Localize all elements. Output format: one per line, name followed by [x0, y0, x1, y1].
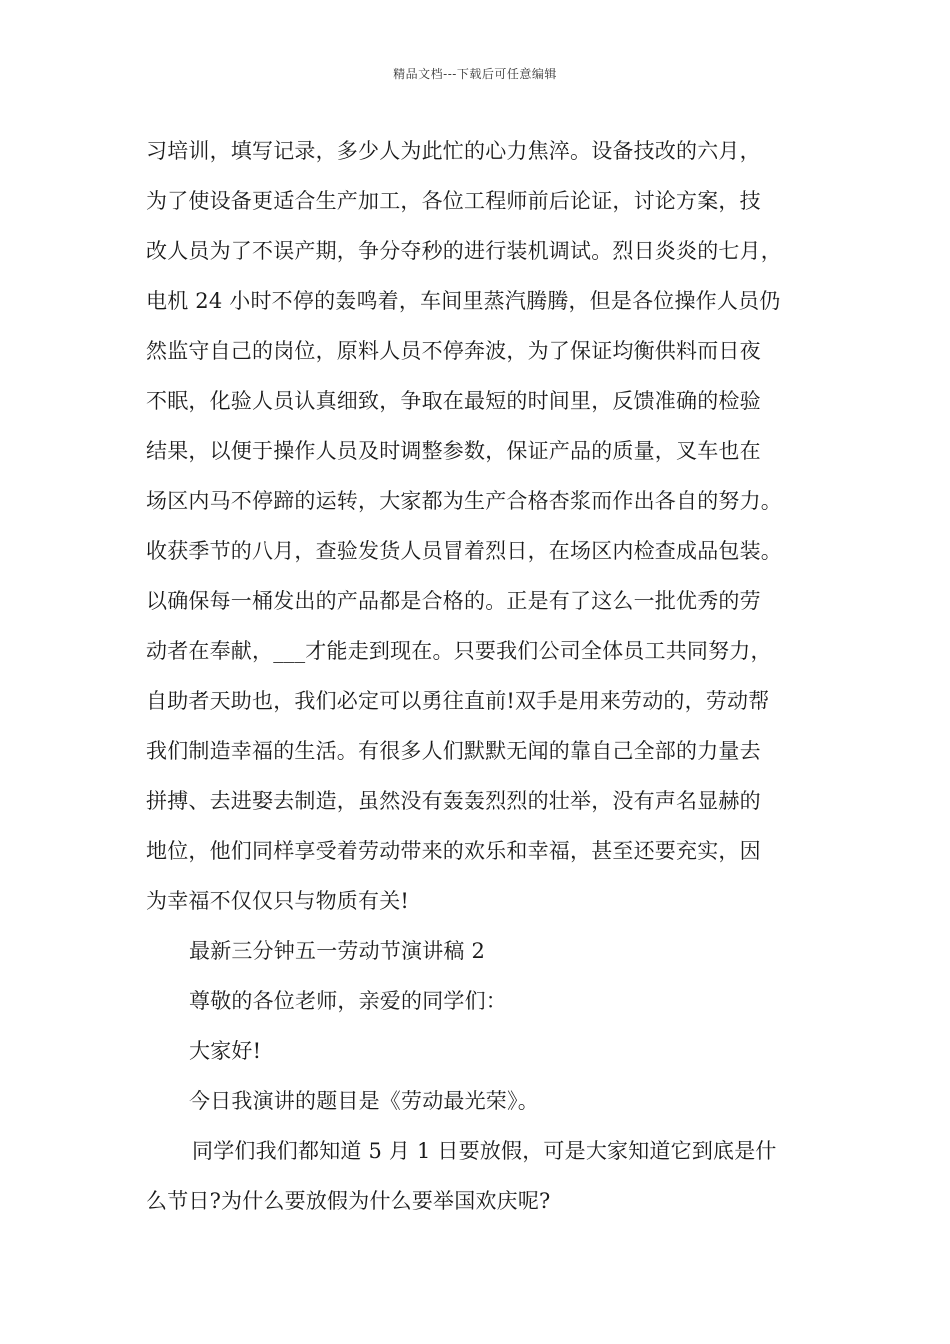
paragraph-line: 么节日?为什么要放假为什么要举国欢庆呢?: [146, 1189, 551, 1213]
body-line: 我们制造幸福的生活。有很多人们默默无闻的靠自己全部的力量去: [146, 739, 761, 763]
body-line: 然监守自己的岗位，原料人员不停奔波，为了保证均衡供料而日夜: [146, 339, 761, 363]
greeting-line: 尊敬的各位老师，亲爱的同学们：: [189, 989, 507, 1013]
body-line: 改人员为了不误产期，争分夺秒的进行装机调试。烈日炎炎的七月，: [146, 239, 782, 263]
body-line: 以确保每一桶发出的产品都是合格的。正是有了这么一批优秀的劳: [146, 589, 761, 613]
topic-line: 今日我演讲的题目是《劳动最光荣》。: [189, 1089, 539, 1113]
body-line: 场区内马不停蹄的运转，大家都为生产合格杏浆而作出各自的努力。: [146, 489, 782, 513]
body-line: 不眠，化验人员认真细致，争取在最短的时间里，反馈准确的检验: [146, 389, 761, 413]
body-line: 电机 24 小时不停的轰鸣着，车间里蒸汽腾腾，但是各位操作人员仍: [146, 289, 781, 313]
body-line: 收获季节的八月，查验发货人员冒着烈日，在场区内检查成品包装。: [146, 539, 782, 563]
page-header: 精品文档---下载后可任意编辑: [393, 67, 557, 81]
hello-line: 大家好!: [189, 1039, 262, 1063]
body-line: 地位，他们同样享受着劳动带来的欢乐和幸福，甚至还要充实，因: [146, 839, 761, 863]
body-line: 拼搏、去进娶去制造，虽然没有轰轰烈烈的壮举，没有声名显赫的: [146, 789, 761, 813]
body-line: 习培训，填写记录，多少人为此忙的心力焦淬。设备技改的六月，: [146, 139, 761, 163]
body-line: 结果，以便于操作人员及时调整参数，保证产品的质量，叉车也在: [146, 439, 761, 463]
body-line: 为了使设备更适合生产加工，各位工程师前后论证，讨论方案，技: [146, 189, 761, 213]
paragraph-line: 同学们我们都知道 5 月 1 日要放假，可是大家知道它到底是什: [192, 1139, 777, 1163]
body-line: 自助者天助也，我们必定可以勇往直前!双手是用来劳动的，劳动帮: [146, 689, 770, 713]
body-line: 动者在奉献，___才能走到现在。只要我们公司全体员工共同努力，: [146, 639, 772, 663]
body-line: 为幸福不仅仅只与物质有关!: [146, 889, 410, 913]
section-title: 最新三分钟五一劳动节演讲稿 2: [189, 939, 486, 963]
